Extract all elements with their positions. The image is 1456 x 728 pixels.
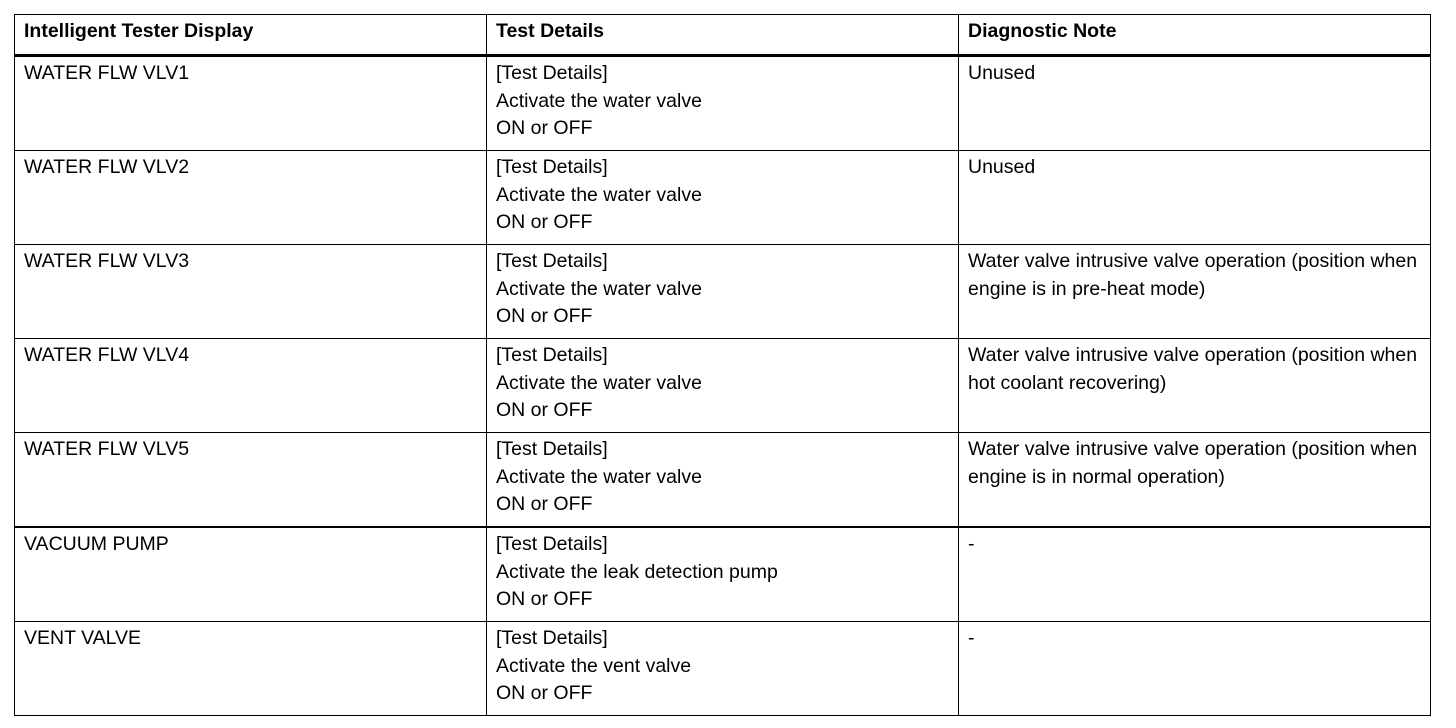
tester-display-cell: VENT VALVE: [15, 622, 487, 716]
test-details-state: ON or OFF: [496, 211, 593, 233]
test-details-heading: [Test Details]: [496, 156, 608, 178]
diagnostic-note-text: Unused: [968, 156, 1036, 178]
test-details-cell: [487, 433, 959, 528]
test-details-action: Activate the leak detection pump: [496, 560, 778, 583]
test-details-state: ON or OFF: [496, 399, 593, 421]
diagnostic-note-cell: [959, 622, 1431, 716]
test-details-action: Activate the water valve: [496, 465, 702, 488]
test-details-cell: [487, 339, 959, 433]
test-details-heading: [Test Details]: [496, 344, 608, 366]
diagnostic-note-cell: [959, 339, 1431, 433]
test-details-action: Activate the vent valve: [496, 654, 692, 677]
test-details-state: ON or OFF: [496, 305, 593, 327]
test-details-cell: [487, 151, 959, 245]
diagnostic-note-cell: [959, 56, 1431, 151]
table-row: [15, 339, 1431, 433]
table-body: [15, 56, 1431, 716]
test-details-heading: [Test Details]: [496, 250, 608, 272]
header-diagnostic-note: Diagnostic Note: [959, 15, 1431, 56]
table-header: [15, 15, 1431, 56]
table-row: [15, 56, 1431, 151]
test-details-action: Activate the water valve: [496, 89, 702, 112]
test-details-state: ON or OFF: [496, 588, 593, 610]
diagnostic-note-cell: [959, 245, 1431, 339]
tester-display-cell: WATER FLW VLV2: [15, 151, 487, 245]
tester-display-cell: VACUUM PUMP: [15, 527, 487, 622]
header-test-details: Test Details: [487, 15, 959, 56]
test-details-state: ON or OFF: [496, 117, 593, 139]
diagnostic-note-text: -: [968, 533, 975, 555]
table-row: [15, 527, 1431, 622]
active-test-table: [14, 14, 1431, 716]
test-details-heading: [Test Details]: [496, 438, 608, 460]
test-details-state: ON or OFF: [496, 682, 593, 704]
test-details-action: Activate the water valve: [496, 371, 702, 394]
diagnostic-note-text: Water valve intrusive valve operation (position when hot coolant recovering): [968, 344, 1418, 394]
test-details-heading: [Test Details]: [496, 627, 608, 649]
tester-display-cell: WATER FLW VLV5: [15, 433, 487, 528]
test-details-heading: [Test Details]: [496, 62, 608, 84]
table-row: [15, 245, 1431, 339]
test-details-state: ON or OFF: [496, 493, 593, 515]
diagnostic-note-cell: [959, 151, 1431, 245]
diagnostic-note-text: Water valve intrusive valve operation (position when engine is in pre-heat mode): [968, 250, 1418, 300]
diagnostic-note-cell: [959, 527, 1431, 622]
test-details-cell: [487, 527, 959, 622]
tester-display-cell: WATER FLW VLV1: [15, 56, 487, 151]
header-row: [15, 15, 1431, 56]
tester-display-cell: WATER FLW VLV3: [15, 245, 487, 339]
table-row: [15, 433, 1431, 528]
diagnostic-note-text: Water valve intrusive valve operation (position when engine is in normal operation): [968, 438, 1418, 488]
diagnostic-note-text: -: [968, 627, 975, 649]
test-details-cell: [487, 56, 959, 151]
test-details-action: Activate the water valve: [496, 183, 702, 206]
header-intelligent-tester-display: Intelligent Tester Display: [15, 15, 487, 56]
test-details-cell: [487, 622, 959, 716]
test-details-heading: [Test Details]: [496, 533, 608, 555]
diagnostic-note-cell: [959, 433, 1431, 528]
table-row: [15, 622, 1431, 716]
test-details-action: Activate the water valve: [496, 277, 702, 300]
diagnostic-note-text: Unused: [968, 62, 1036, 84]
test-details-cell: [487, 245, 959, 339]
tester-display-cell: WATER FLW VLV4: [15, 339, 487, 433]
table-row: [15, 151, 1431, 245]
